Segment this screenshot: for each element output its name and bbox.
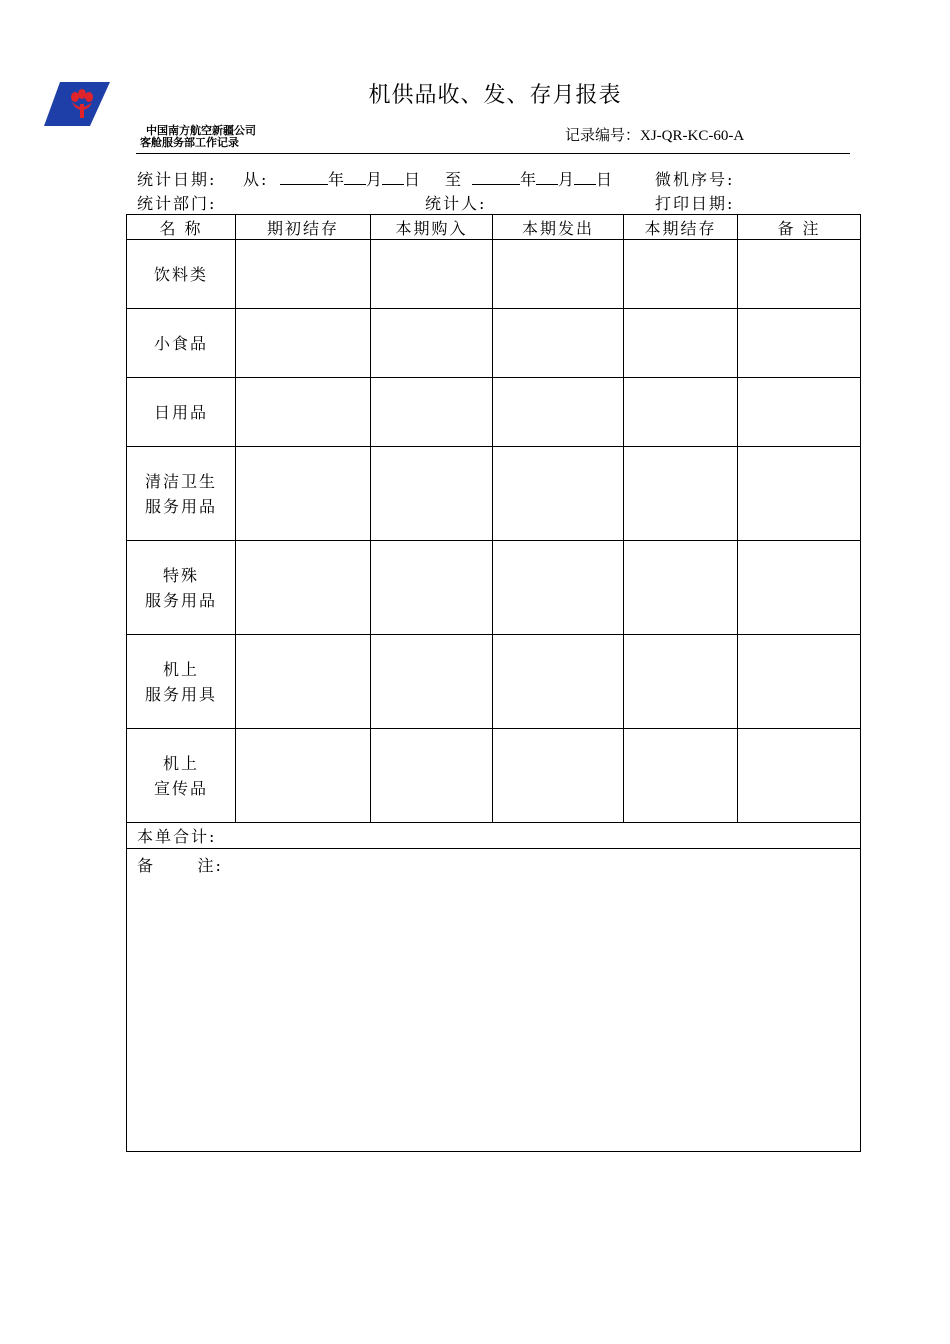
remarks-cell[interactable] [738,378,861,447]
category-line2: 服务用品 [144,590,217,610]
closing-stock-cell[interactable] [624,309,738,378]
remarks-label: 备 注: [137,856,223,875]
closing-stock-cell[interactable] [624,635,738,729]
table-row [127,447,861,541]
remarks-cell[interactable] [738,541,861,635]
opening-stock-cell[interactable] [236,240,371,309]
closing-stock-cell[interactable] [624,240,738,309]
category-line2: 宣传品 [153,778,208,798]
from-year-unit: 年 [328,170,345,189]
table-row [127,240,861,309]
airline-logo-icon [44,80,110,128]
col-header-remarks: 备 注 [738,215,861,240]
purchased-cell[interactable] [371,635,493,729]
department-record-label: 客舱服务部工作记录 [140,136,239,149]
total-label: 本单合计: [137,827,217,846]
from-year-blank [280,170,328,185]
table-row [127,635,861,729]
purchased-cell[interactable] [371,729,493,823]
to-label: 至 [445,170,464,189]
issued-cell[interactable] [493,240,624,309]
from-month-unit: 月 [366,170,383,189]
to-day-unit: 日 [596,170,613,189]
category-cell [127,729,236,823]
opening-stock-cell[interactable] [236,309,371,378]
record-number [565,124,744,145]
purchased-cell[interactable] [371,240,493,309]
opening-stock-cell[interactable] [236,378,371,447]
opening-stock-cell[interactable] [236,541,371,635]
opening-stock-cell[interactable] [236,729,371,823]
issued-cell[interactable] [493,635,624,729]
inventory-table [126,214,861,1152]
to-month-unit: 月 [558,170,575,189]
opening-stock-cell[interactable] [236,447,371,541]
from-month-blank [344,170,366,185]
remarks-row [127,849,861,1152]
to-day-blank [574,170,596,185]
category-line1: 饮料类 [153,264,208,284]
total-cell[interactable] [127,823,861,849]
remarks-area[interactable] [127,849,861,1152]
remarks-cell[interactable] [738,729,861,823]
category-cell [127,309,236,378]
header-divider [136,153,850,154]
stat-date-label: 统计日期: [137,170,217,189]
category-line1: 清洁卫生 [144,471,217,491]
remarks-cell[interactable] [738,635,861,729]
page-title: 机供品收、发、存月报表 [368,83,622,108]
total-row [127,823,861,849]
closing-stock-cell[interactable] [624,729,738,823]
col-header-opening-stock: 期初结存 [236,215,371,240]
issued-cell[interactable] [493,378,624,447]
record-number-value: XJ-QR-KC-60-A [640,128,745,144]
category-cell [127,635,236,729]
table-row [127,729,861,823]
purchased-cell[interactable] [371,309,493,378]
category-line1: 特殊 [162,565,199,585]
to-year-blank [472,170,520,185]
pc-serial-label: 微机序号: [655,170,735,189]
to-month-blank [536,170,558,185]
table-row [127,309,861,378]
category-cell [127,378,236,447]
table-header-row [127,215,861,240]
from-day-blank [382,170,404,185]
from-day-unit: 日 [404,170,421,189]
table-row [127,541,861,635]
issued-cell[interactable] [493,729,624,823]
remarks-cell[interactable] [738,447,861,541]
opening-stock-cell[interactable] [236,635,371,729]
category-line1: 机上 [162,753,199,773]
issued-cell[interactable] [493,447,624,541]
print-date-label: 打印日期: [655,194,735,213]
category-cell [127,240,236,309]
col-header-purchased: 本期购入 [371,215,493,240]
table-row [127,378,861,447]
remarks-cell[interactable] [738,309,861,378]
issued-cell[interactable] [493,309,624,378]
category-line1: 机上 [162,659,199,679]
category-line2: 服务用品 [144,496,217,516]
category-line1: 日用品 [153,402,208,422]
to-date-field [472,167,612,190]
stat-department-label: 统计部门: [137,194,217,213]
col-header-name: 名 称 [127,215,236,240]
closing-stock-cell[interactable] [624,447,738,541]
category-cell [127,447,236,541]
company-name: 中国南方航空新疆公司 [146,124,256,137]
col-header-issued: 本期发出 [493,215,624,240]
remarks-cell[interactable] [738,240,861,309]
stat-person-label: 统计人: [425,194,487,213]
closing-stock-cell[interactable] [624,541,738,635]
purchased-cell[interactable] [371,378,493,447]
to-year-unit: 年 [520,170,537,189]
category-cell [127,541,236,635]
record-number-label: 记录编号： [565,126,641,144]
issued-cell[interactable] [493,541,624,635]
purchased-cell[interactable] [371,541,493,635]
category-line1: 小食品 [153,333,208,353]
purchased-cell[interactable] [371,447,493,541]
col-header-closing-stock: 本期结存 [624,215,738,240]
category-line2: 服务用具 [144,684,217,704]
closing-stock-cell[interactable] [624,378,738,447]
from-label: 从: [243,170,269,189]
from-date-field [280,167,420,190]
